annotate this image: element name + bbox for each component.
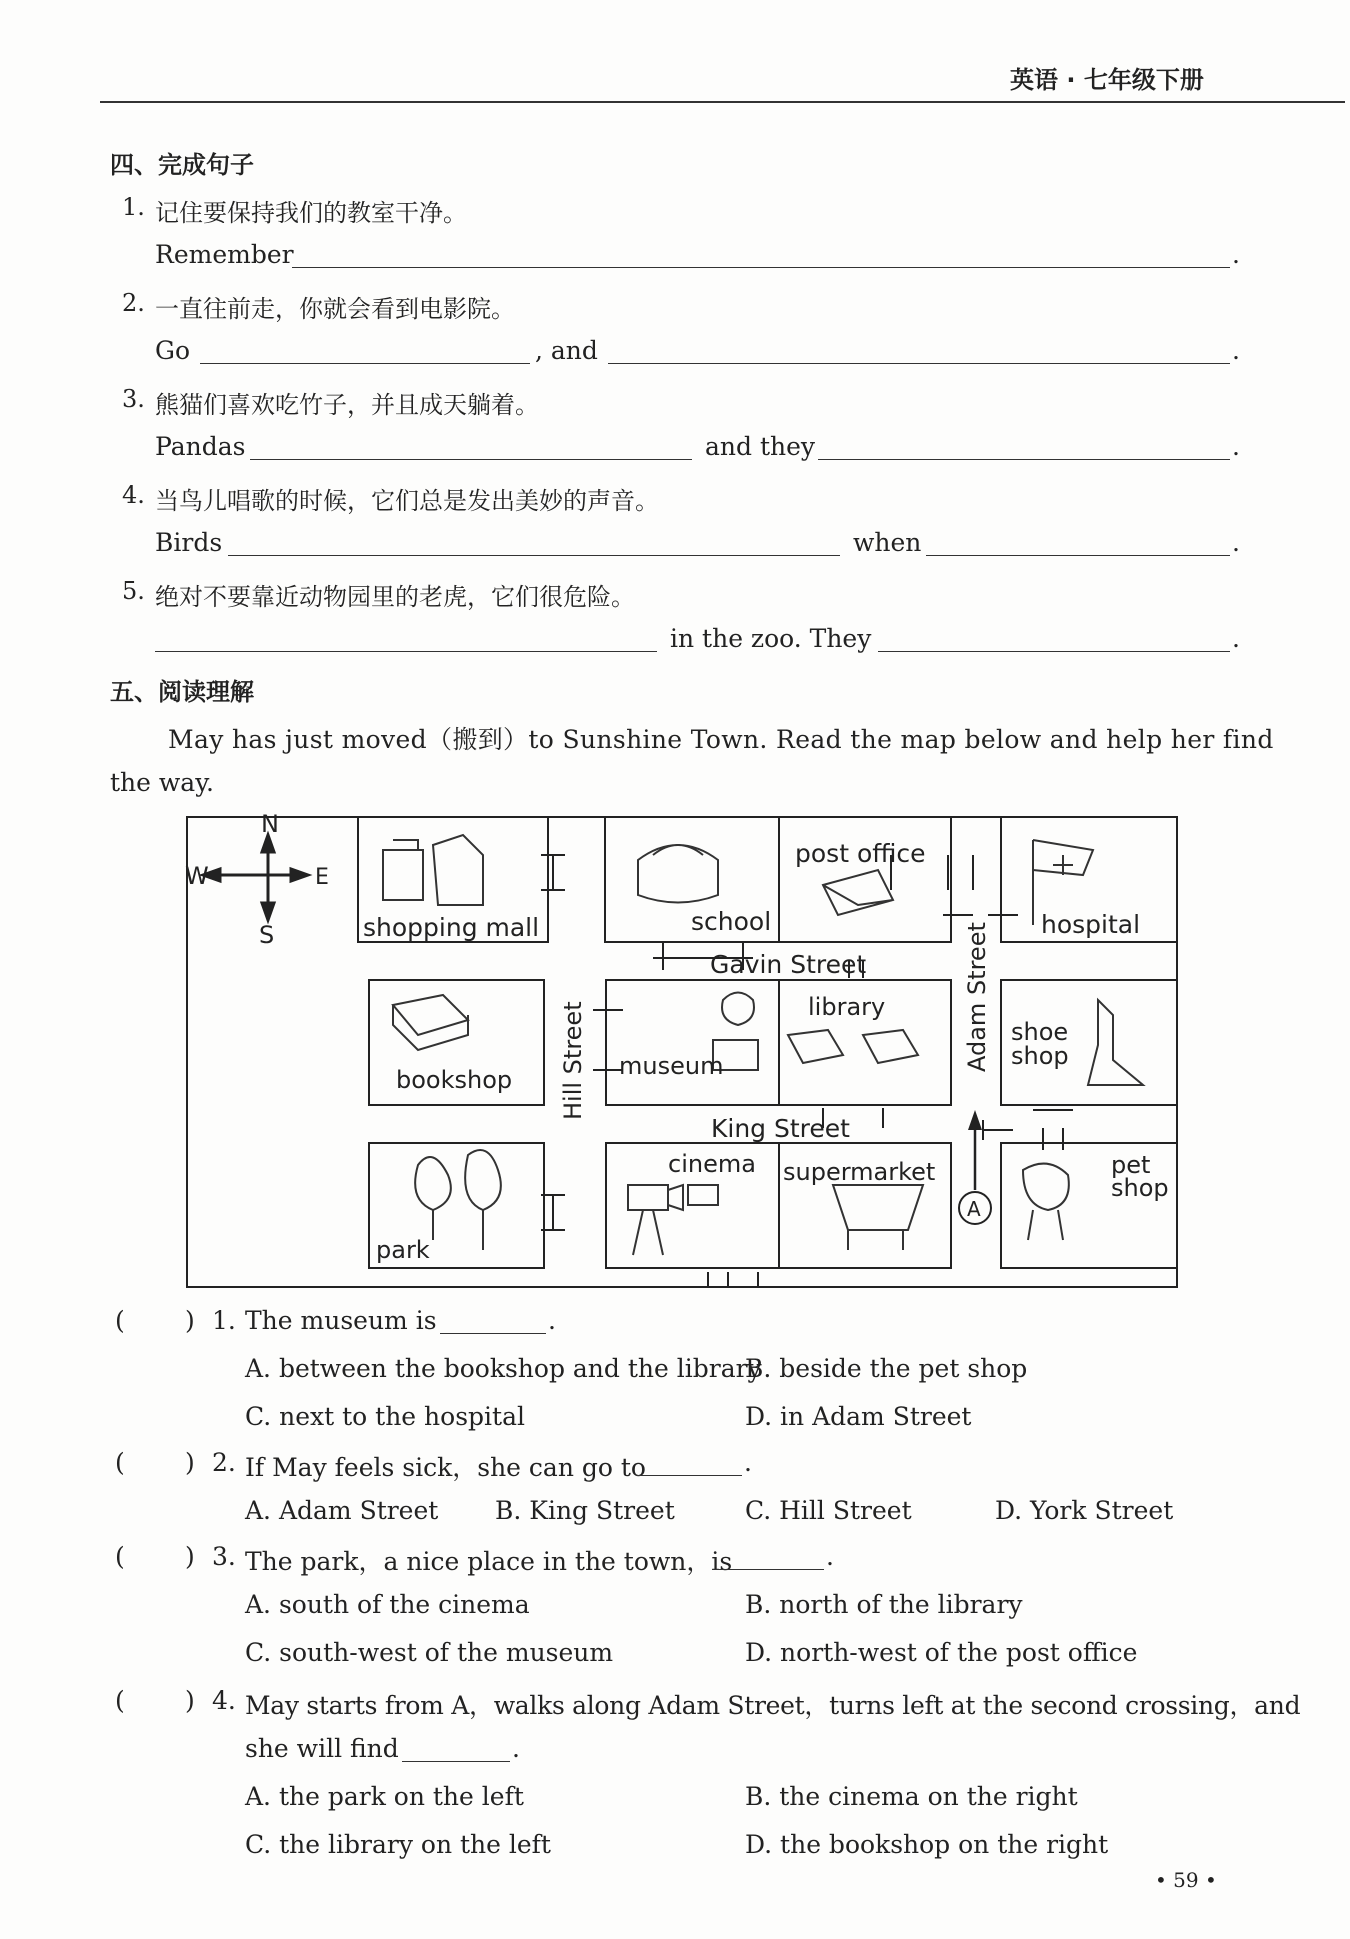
- item-1-number: 1.: [122, 193, 145, 221]
- item-3-period: .: [1232, 432, 1240, 461]
- q3-option-d[interactable]: D. north-west of the post office: [745, 1638, 1138, 1667]
- item-3-lead: Pandas: [155, 432, 246, 461]
- q2-answer-space[interactable]: [135, 1474, 183, 1475]
- compass-w: W: [185, 862, 209, 890]
- block-post-office: [779, 817, 951, 942]
- label-hill-street: Hill Street: [559, 1001, 587, 1120]
- q4-stem-line-1: May starts from A，walks along Adam Street，turns left at the second crossing，and: [245, 1691, 1301, 1720]
- item-4-mid: when: [853, 528, 922, 557]
- point-a-label: A: [967, 1197, 981, 1221]
- compass-rose: [203, 835, 308, 920]
- item-1-lead: Remember: [155, 240, 294, 269]
- town-map: [183, 810, 1183, 1290]
- item-2-blank-2[interactable]: [608, 362, 1230, 364]
- label-hospital: hospital: [1041, 910, 1141, 939]
- q3-option-a[interactable]: A. south of the cinema: [245, 1590, 530, 1619]
- item-5-blank-1[interactable]: [155, 650, 657, 652]
- compass-s: S: [259, 921, 275, 949]
- label-school: school: [691, 907, 772, 936]
- item-3-blank-1[interactable]: [250, 458, 692, 460]
- item-2-blank-1[interactable]: [200, 362, 530, 364]
- q2-option-a[interactable]: A. Adam Street: [245, 1496, 439, 1525]
- label-pet-shop: shop: [1111, 1174, 1169, 1202]
- item-1-blank[interactable]: [292, 266, 1230, 268]
- reading-intro-line-2: the way.: [110, 768, 214, 797]
- label-shoe: shoe: [1011, 1018, 1069, 1046]
- header-divider: [100, 101, 1345, 103]
- trees-icon: [415, 1150, 501, 1250]
- item-5-chinese: 绝对不要靠近动物园里的老虎，它们很危险。: [155, 583, 635, 611]
- q3-option-b[interactable]: B. north of the library: [745, 1590, 1023, 1619]
- item-1-chinese: 记住要保持我们的教室干净。: [155, 199, 467, 227]
- q3-paren-open: (: [115, 1542, 125, 1571]
- q4-period: .: [512, 1734, 520, 1763]
- q1-option-a[interactable]: A. between the bookshop and the library: [245, 1354, 762, 1383]
- item-1-period: .: [1232, 240, 1240, 269]
- q1-answer-space[interactable]: [135, 1332, 183, 1333]
- q4-option-b[interactable]: B. the cinema on the right: [745, 1782, 1078, 1811]
- item-4-blank-2[interactable]: [926, 554, 1230, 556]
- q3-stem: The park，a nice place in the town，is: [245, 1547, 733, 1576]
- q3-blank[interactable]: [712, 1568, 824, 1570]
- q2-blank[interactable]: [636, 1474, 742, 1476]
- q1-blank[interactable]: [440, 1332, 546, 1334]
- label-cinema: cinema: [668, 1150, 756, 1178]
- item-4-chinese: 当鸟儿唱歌的时候，它们总是发出美妙的声音。: [155, 487, 659, 515]
- item-4-number: 4.: [122, 481, 145, 509]
- movie-camera-icon: [628, 1185, 718, 1255]
- q4-paren-close: ): [185, 1686, 195, 1715]
- q3-number: 3.: [212, 1542, 236, 1571]
- q3-answer-space[interactable]: [135, 1568, 183, 1569]
- q2-period: .: [744, 1448, 752, 1477]
- label-bookshop: bookshop: [396, 1066, 513, 1094]
- item-5-period: .: [1232, 624, 1240, 653]
- compass-e: E: [315, 865, 329, 890]
- q3-paren-close: ): [185, 1542, 195, 1571]
- q2-stem: If May feels sick，she can go to: [245, 1453, 646, 1482]
- q2-number: 2.: [212, 1448, 236, 1477]
- item-5-blank-2[interactable]: [878, 650, 1230, 652]
- q2-paren-open: (: [115, 1448, 125, 1477]
- compass-n: N: [261, 810, 279, 838]
- envelope-icon: [823, 870, 893, 915]
- label-pet: pet: [1111, 1151, 1151, 1179]
- q4-stem-line-2: she will find: [245, 1734, 399, 1763]
- q1-paren-open: (: [115, 1306, 125, 1335]
- label-post-office: post office: [795, 839, 926, 868]
- item-2-chinese: 一直往前走，你就会看到电影院。: [155, 295, 515, 323]
- shopping-cart-icon: [833, 1185, 923, 1250]
- section-4-title: 四、完成句子: [110, 151, 254, 179]
- q1-option-d[interactable]: D. in Adam Street: [745, 1402, 972, 1431]
- page-header-title: 英语 · 七年级下册: [1010, 66, 1204, 94]
- q1-stem: The museum is: [245, 1306, 437, 1335]
- q2-option-d[interactable]: D. York Street: [995, 1496, 1174, 1525]
- town-map-svg: [183, 810, 1183, 1290]
- item-4-period: .: [1232, 528, 1240, 557]
- label-supermarket: supermarket: [783, 1158, 936, 1186]
- item-4-lead: Birds: [155, 528, 223, 557]
- q4-answer-space[interactable]: [135, 1712, 183, 1713]
- item-5-mid: in the zoo. They: [670, 624, 872, 653]
- page-number: • 59 •: [1155, 1868, 1217, 1892]
- q1-period: .: [548, 1306, 556, 1335]
- label-library: library: [808, 993, 886, 1021]
- label-gavin-street: Gavin Street: [710, 950, 867, 979]
- section-5-title: 五、阅读理解: [110, 678, 254, 706]
- q2-option-b[interactable]: B. King Street: [495, 1496, 675, 1525]
- q3-period: .: [826, 1542, 834, 1571]
- item-2-mid: , and: [535, 336, 598, 365]
- item-3-blank-2[interactable]: [818, 458, 1230, 460]
- label-king-street: King Street: [711, 1114, 850, 1143]
- q3-option-c[interactable]: C. south-west of the museum: [245, 1638, 614, 1667]
- label-adam-street: Adam Street: [963, 922, 991, 1072]
- q2-paren-close: ): [185, 1448, 195, 1477]
- shopping-bags-icon: [383, 835, 483, 905]
- high-heel-shoe-icon: [1088, 1000, 1143, 1085]
- q4-blank[interactable]: [402, 1760, 510, 1762]
- q1-number: 1.: [212, 1306, 236, 1335]
- q4-option-a[interactable]: A. the park on the left: [245, 1782, 524, 1811]
- item-5-number: 5.: [122, 577, 145, 605]
- book-icon: [393, 995, 468, 1050]
- label-museum: museum: [619, 1052, 724, 1080]
- block-pet-shop: [1001, 1143, 1177, 1268]
- school-bag-icon: [638, 845, 718, 903]
- q4-option-d[interactable]: D. the bookshop on the right: [745, 1830, 1109, 1859]
- q1-option-b[interactable]: B. beside the pet shop: [745, 1354, 1028, 1383]
- item-2-number: 2.: [122, 289, 145, 317]
- q2-option-c[interactable]: C. Hill Street: [745, 1496, 912, 1525]
- q4-paren-open: (: [115, 1686, 125, 1715]
- dog-icon: [1023, 1164, 1069, 1240]
- label-shoe-shop: shop: [1011, 1042, 1069, 1070]
- item-2-lead: Go: [155, 336, 191, 365]
- label-shopping-mall: shopping mall: [363, 913, 540, 942]
- item-3-number: 3.: [122, 385, 145, 413]
- item-3-mid: and they: [705, 432, 816, 461]
- q4-option-c[interactable]: C. the library on the left: [245, 1830, 551, 1859]
- books-icon: [788, 1030, 918, 1063]
- item-3-chinese: 熊猫们喜欢吃竹子，并且成天躺着。: [155, 391, 539, 419]
- item-4-blank-1[interactable]: [228, 554, 840, 556]
- q1-option-c[interactable]: C. next to the hospital: [245, 1402, 525, 1431]
- item-2-period: .: [1232, 336, 1240, 365]
- q1-paren-close: ): [185, 1306, 195, 1335]
- label-park: park: [376, 1236, 430, 1264]
- reading-intro-line-1: May has just moved（搬到）to Sunshine Town. Read the map below and help her find: [168, 725, 1274, 754]
- q4-number: 4.: [212, 1686, 236, 1715]
